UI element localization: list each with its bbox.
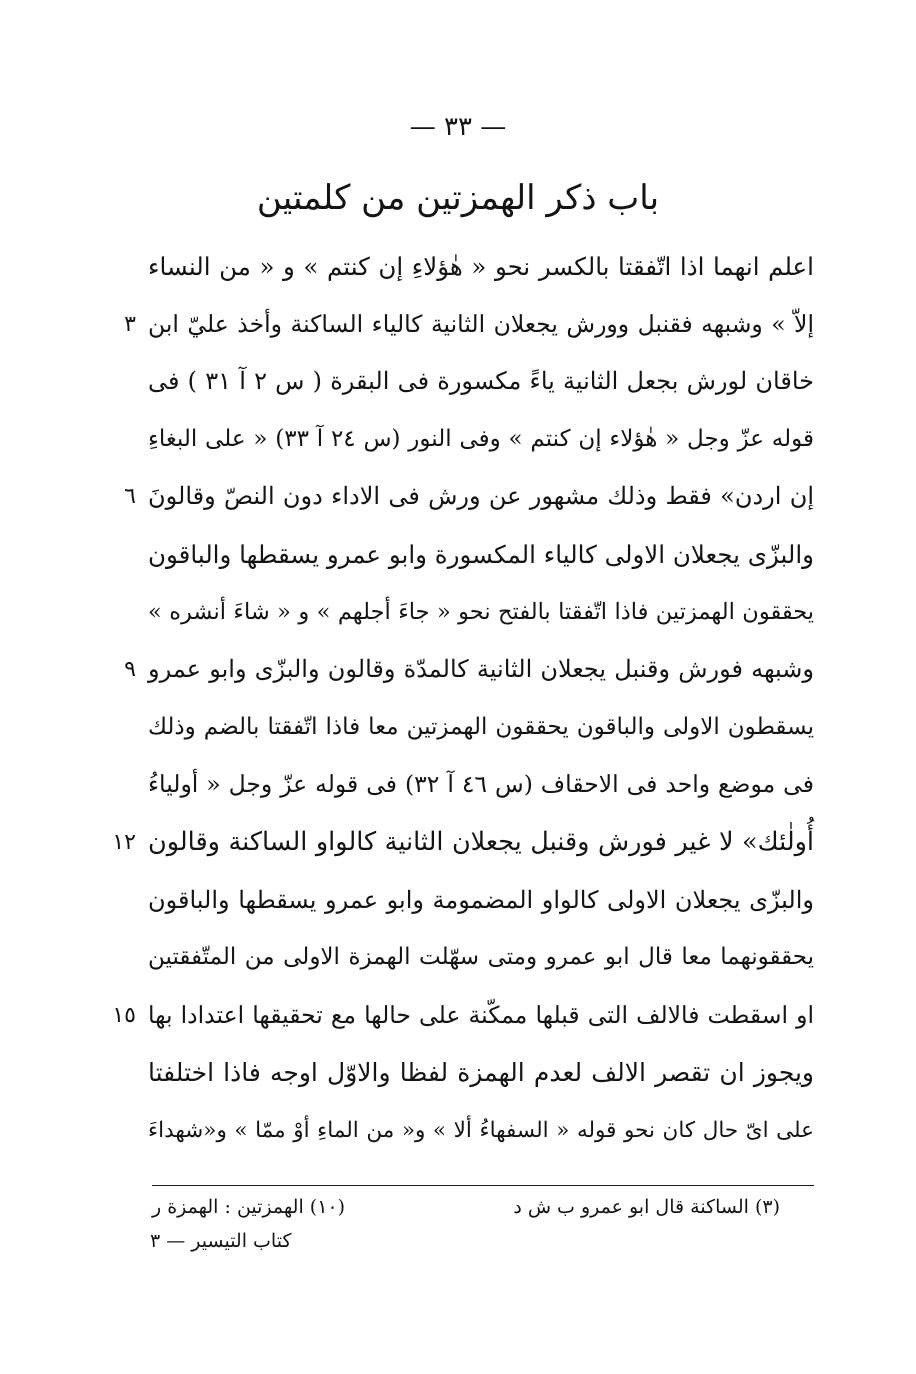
text-line — [112, 814, 814, 872]
page-number: — ٣٣ — — [409, 112, 507, 142]
chapter-title: باب ذكر الهمزتين من كلمتين — [256, 178, 660, 218]
text-line-content: خاقان لورش بجعل الثانية ياءً مكسورة فى البقرة ( س ٢ آ ٣١ ) فى — [148, 367, 814, 396]
signature-mark: كتاب التيسير — ٣ — [150, 1230, 292, 1252]
text-line — [112, 987, 814, 1045]
line-number: ٣ — [124, 311, 136, 337]
text-line — [148, 584, 814, 642]
text-line-content: وشبهه فورش وقنبل يجعلان الثانية كالمدّة وقالون والبزّى وابو عمرو — [148, 655, 814, 684]
line-number: ٩ — [124, 657, 136, 683]
text-line — [124, 641, 814, 699]
line-number: ١٢ — [112, 829, 136, 855]
footnote-left: (١٠) الهمزتين : الهمزة ر — [152, 1196, 346, 1218]
text-line-content: ويجوز ان تقصر الالف لعدم الهمزة لفظا والاوّل اوجه فاذا اختلفتا — [148, 1058, 814, 1088]
line-number: ١٥ — [112, 1002, 136, 1028]
text-line — [148, 526, 814, 584]
text-line-content: أُولٰئك» لا غير فورش وقنبل يجعلان الثانية كالواو الساكنة وقالون — [148, 826, 814, 857]
text-line-content: اعلم انهما اذا اتّفقتا بالكسر نحو « هٰؤلاءِ إن كنتم » و « من النساء — [148, 252, 814, 281]
body-text — [112, 238, 814, 1160]
text-line-content: قوله عزّ وجل « هٰؤلاء إن كنتم » وفى النور (س ٢٤ آ ٣٣) « على البغاءِ — [148, 425, 814, 452]
text-line — [148, 353, 814, 411]
text-line-content: فى موضع واحد فى الاحقاف (س ٤٦ آ ٣٢) فى قوله عزّ وجل « أولياءُ — [148, 770, 814, 799]
text-line-content: يسقطون الاولى والباقون يحققون الهمزتين معا فاذا اتّفقتا بالضم وذلك — [148, 713, 814, 740]
footnote-right: (٣) الساكنة قال ابو عمرو ب ش د — [513, 1196, 780, 1218]
text-line — [124, 296, 814, 354]
text-line — [148, 411, 814, 469]
text-line-content: والبزّى يجعلان الاولى كالواو المضمومة وابو عمرو يسقطها والباقون — [148, 885, 814, 914]
text-line — [148, 929, 814, 987]
text-line — [148, 699, 814, 757]
text-line — [148, 238, 814, 296]
text-line — [148, 872, 814, 930]
line-number: ٦ — [124, 484, 136, 510]
footnote-divider — [152, 1185, 814, 1186]
text-line — [148, 1102, 814, 1160]
text-line-content: على اىّ حال كان نحو قوله « السفهاءُ ألا » و« من الماءِ أوْ ممّا » و«شهداءَ — [148, 1117, 814, 1143]
text-line-content: او اسقطت فالالف التى قبلها ممكّنة على حالها مع تحقيقها اعتدادا بها — [148, 1000, 814, 1029]
text-line-content: والبزّى يجعلان الاولى كالياء المكسورة وابو عمرو يسقطها والباقون — [148, 539, 814, 569]
text-line-content: يحققون الهمزتين فاذا اتّفقتا بالفتح نحو « جاءَ أجلهم » و « شاءَ أنشره » — [148, 598, 814, 625]
text-line-content: يحققونهما معا قال ابو عمرو ومتى سهّلت الهمزة الاولى من المتّفقتين — [148, 944, 814, 971]
text-line-content: إلاّ » وشبهه فقنبل وورش يجعلان الثانية كالياء الساكنة وأخذ عليّ ابن — [148, 309, 814, 338]
text-line — [148, 1044, 814, 1102]
text-line — [124, 468, 814, 526]
text-line-content: إن اردن» فقط وذلك مشهور عن ورش فى الاداء دون النصّ وقالونَ — [148, 482, 814, 511]
text-line — [148, 756, 814, 814]
